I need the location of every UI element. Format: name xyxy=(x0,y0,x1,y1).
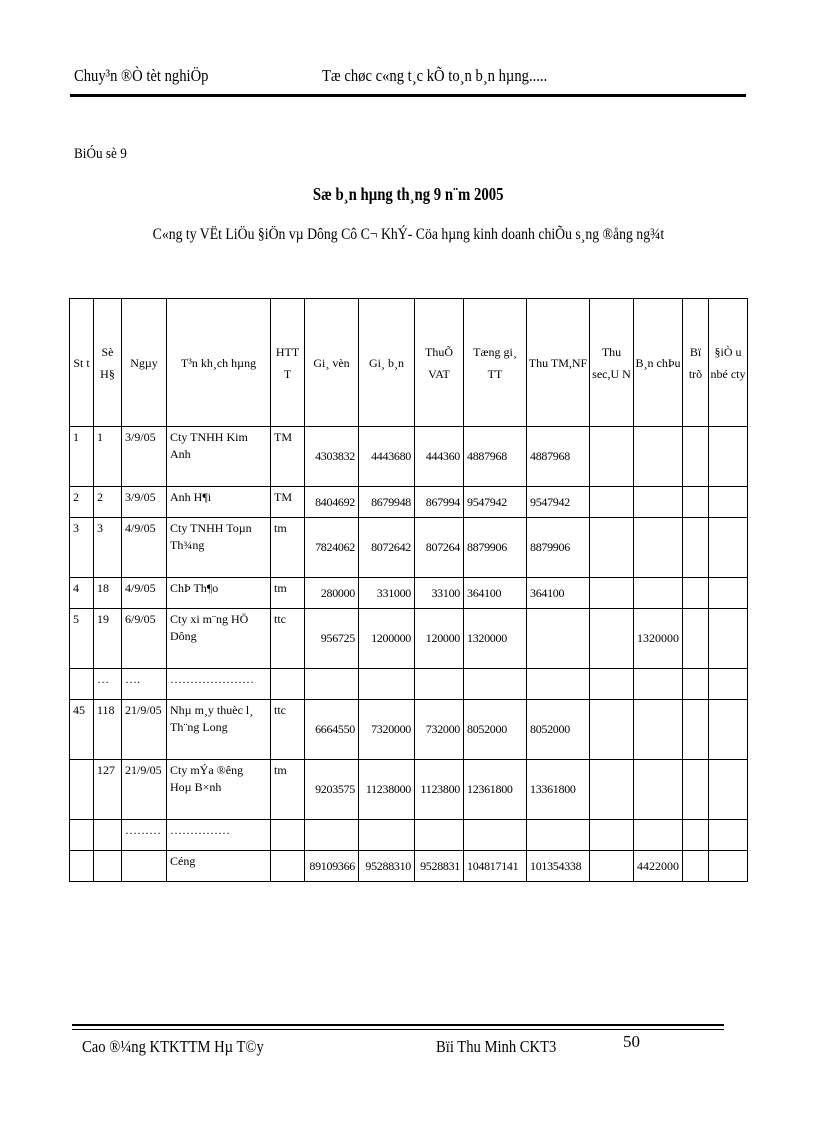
table-cell xyxy=(271,669,305,700)
table-cell xyxy=(305,669,359,700)
table-cell: 364100 xyxy=(527,578,590,609)
table-cell: 3/9/05 xyxy=(122,427,167,487)
table-cell xyxy=(527,669,590,700)
header-cell: Tæng gi¸ TT xyxy=(464,299,527,427)
table-cell xyxy=(709,427,748,487)
table-cell xyxy=(590,427,634,487)
table-cell: 6/9/05 xyxy=(122,609,167,669)
table-row xyxy=(70,760,748,820)
table-cell xyxy=(683,578,709,609)
header-cell: Thu TM,NF xyxy=(527,299,590,427)
header-cell: HTT T xyxy=(271,299,305,427)
table-cell: 4 xyxy=(70,578,94,609)
table-row xyxy=(70,427,748,487)
table-row xyxy=(70,851,748,882)
table-cell xyxy=(683,427,709,487)
table-cell: 4/9/05 xyxy=(122,578,167,609)
table-cell: 3/9/05 xyxy=(122,487,167,518)
table-cell xyxy=(709,518,748,578)
header-cell: Ngµy xyxy=(122,299,167,427)
table-cell: 1200000 xyxy=(359,609,415,669)
table-cell: 5 xyxy=(70,609,94,669)
table-cell xyxy=(359,820,415,851)
table-cell: … xyxy=(94,669,122,700)
table-cell xyxy=(590,609,634,669)
table-cell: 3 xyxy=(94,518,122,578)
table-cell: 18 xyxy=(94,578,122,609)
table-cell: 8404692 xyxy=(305,487,359,518)
table-cell xyxy=(590,669,634,700)
table-cell xyxy=(709,669,748,700)
table-cell: 45 xyxy=(70,700,94,760)
table-cell xyxy=(94,851,122,882)
table-cell xyxy=(634,700,683,760)
table-cell: TM xyxy=(271,487,305,518)
table-cell xyxy=(683,700,709,760)
table-cell xyxy=(709,851,748,882)
table-cell: 444360 xyxy=(415,427,464,487)
footer-rule xyxy=(72,1024,724,1026)
table-cell xyxy=(683,669,709,700)
table-cell: 127 xyxy=(94,760,122,820)
table-cell xyxy=(70,820,94,851)
footer-author-text: Bïi Thu Minh CKT3 xyxy=(436,1037,557,1056)
table-cell: 807264 xyxy=(415,518,464,578)
table-cell xyxy=(683,518,709,578)
table-row xyxy=(70,609,748,669)
table-cell: 4422000 xyxy=(634,851,683,882)
table-cell: Cty mÝa ®êng Hoµ B×nh xyxy=(167,760,271,820)
table-cell: 4303832 xyxy=(305,427,359,487)
header-cell: B¸n chÞu xyxy=(634,299,683,427)
table-cell xyxy=(683,760,709,820)
table-cell: 8679948 xyxy=(359,487,415,518)
table-cell xyxy=(94,820,122,851)
table-cell: tm xyxy=(271,518,305,578)
table-cell xyxy=(709,820,748,851)
table-cell xyxy=(709,487,748,518)
table-row xyxy=(70,700,748,760)
table-cell: 4/9/05 xyxy=(122,518,167,578)
table-cell: 19 xyxy=(94,609,122,669)
table-cell: 7320000 xyxy=(359,700,415,760)
table-cell xyxy=(590,518,634,578)
header-rule xyxy=(70,94,746,97)
header-cell: St t xyxy=(70,299,94,427)
table-cell xyxy=(634,820,683,851)
table-row xyxy=(70,487,748,518)
header-right-text: Tæ chøc c«ng t¸c kÕ to¸n b¸n hµng..... xyxy=(322,66,548,85)
table-cell: ………………… xyxy=(167,669,271,700)
table-cell: Céng xyxy=(167,851,271,882)
table-cell: 2 xyxy=(94,487,122,518)
document-title-text: Sæ b¸n hµng th¸ng 9 n¨m 2005 xyxy=(312,184,504,204)
table-cell: 9528831 xyxy=(415,851,464,882)
table-cell: 1320000 xyxy=(634,609,683,669)
table-cell xyxy=(634,669,683,700)
table-cell: 2 xyxy=(70,487,94,518)
table-cell: 1 xyxy=(94,427,122,487)
table-cell xyxy=(464,669,527,700)
table-cell: 104817141 xyxy=(464,851,527,882)
table-cell: 280000 xyxy=(305,578,359,609)
table-cell xyxy=(683,609,709,669)
sales-ledger-table xyxy=(69,298,748,882)
table-cell xyxy=(527,820,590,851)
table-cell: 364100 xyxy=(464,578,527,609)
table-cell xyxy=(634,760,683,820)
table-row xyxy=(70,578,748,609)
table-cell xyxy=(709,760,748,820)
table-cell: 33100 xyxy=(415,578,464,609)
table-cell xyxy=(70,669,94,700)
table-cell: tm xyxy=(271,578,305,609)
table-cell: 8879906 xyxy=(527,518,590,578)
table-cell: 331000 xyxy=(359,578,415,609)
table-cell: 9547942 xyxy=(464,487,527,518)
table-body xyxy=(70,427,748,882)
table-cell xyxy=(634,578,683,609)
table-cell: 1123800 xyxy=(415,760,464,820)
table-cell: 1 xyxy=(70,427,94,487)
table-cell xyxy=(415,820,464,851)
table-cell: 732000 xyxy=(415,700,464,760)
table-cell xyxy=(527,609,590,669)
table-cell xyxy=(271,851,305,882)
table-cell xyxy=(634,427,683,487)
table-cell xyxy=(415,669,464,700)
table-cell xyxy=(634,487,683,518)
table-cell: 12361800 xyxy=(464,760,527,820)
footer-rule-thin xyxy=(72,1029,724,1030)
table-cell: ttc xyxy=(271,609,305,669)
table-cell: 3 xyxy=(70,518,94,578)
table-cell: 11238000 xyxy=(359,760,415,820)
table-cell: 21/9/05 xyxy=(122,700,167,760)
table-cell: 118 xyxy=(94,700,122,760)
table-cell: Cty xi m¨ng HÖ Dông xyxy=(167,609,271,669)
table-cell xyxy=(709,578,748,609)
table-cell xyxy=(590,487,634,518)
table-cell: 9547942 xyxy=(527,487,590,518)
table-cell xyxy=(683,820,709,851)
table-cell: 95288310 xyxy=(359,851,415,882)
table-cell: TM xyxy=(271,427,305,487)
header-cell: Gi¸ b¸n xyxy=(359,299,415,427)
table-row xyxy=(70,669,748,700)
table-cell: ……… xyxy=(122,820,167,851)
table-cell: 8052000 xyxy=(527,700,590,760)
table-cell: 8072642 xyxy=(359,518,415,578)
table-cell xyxy=(464,820,527,851)
document-title xyxy=(0,184,816,205)
table-cell xyxy=(683,487,709,518)
header-cell: Bï trõ xyxy=(683,299,709,427)
table-cell: 21/9/05 xyxy=(122,760,167,820)
table-cell xyxy=(70,851,94,882)
header-cell: Sè H§ xyxy=(94,299,122,427)
table-cell xyxy=(305,820,359,851)
header-cell: §iÒ u nbé cty xyxy=(709,299,748,427)
table-cell: 7824062 xyxy=(305,518,359,578)
table-cell: 89109366 xyxy=(305,851,359,882)
table-cell: ttc xyxy=(271,700,305,760)
footer-left-text: Cao ®¼ng KTKTTM Hµ T©y xyxy=(82,1037,264,1056)
table-cell: 101354338 xyxy=(527,851,590,882)
table-cell xyxy=(709,609,748,669)
table-cell xyxy=(709,700,748,760)
table-cell: 6664550 xyxy=(305,700,359,760)
table-cell xyxy=(359,669,415,700)
table-cell xyxy=(590,851,634,882)
table-cell xyxy=(122,851,167,882)
table-cell xyxy=(271,820,305,851)
table-row xyxy=(70,518,748,578)
table-cell: 8879906 xyxy=(464,518,527,578)
document-subtitle xyxy=(0,226,816,244)
table-cell: 9203575 xyxy=(305,760,359,820)
page-number: 50 xyxy=(623,1032,640,1051)
header-cell: T³n kh¸ch hµng xyxy=(167,299,271,427)
table-cell: 13361800 xyxy=(527,760,590,820)
header-cell: ThuÕ VAT xyxy=(415,299,464,427)
table-cell: 1320000 xyxy=(464,609,527,669)
table-cell: Anh H¶i xyxy=(167,487,271,518)
table-cell: …………… xyxy=(167,820,271,851)
table-cell xyxy=(590,578,634,609)
header-cell: Thu sec,U N xyxy=(590,299,634,427)
table-header-row xyxy=(70,299,748,427)
document-subtitle-text: C«ng ty VËt LiÖu §iÖn vµ Dông Cô C¬ KhÝ- Cöa hµng kinh doanh chiÕu s¸ng ®ång ng¾t xyxy=(152,226,664,243)
table-cell: …. xyxy=(122,669,167,700)
table-cell xyxy=(590,700,634,760)
table-cell xyxy=(590,760,634,820)
table-cell xyxy=(70,760,94,820)
table-cell: 4887968 xyxy=(527,427,590,487)
table-cell: Nhµ m¸y thuèc l¸ Th¨ng Long xyxy=(167,700,271,760)
header-cell: Gi¸ vèn xyxy=(305,299,359,427)
table-cell xyxy=(634,518,683,578)
table-cell: 8052000 xyxy=(464,700,527,760)
table-cell: 4887968 xyxy=(464,427,527,487)
table-cell: 867994 xyxy=(415,487,464,518)
table-cell xyxy=(683,851,709,882)
table-cell: Cty TNHH Toµn Th¾ng xyxy=(167,518,271,578)
table-cell: 956725 xyxy=(305,609,359,669)
header-left-text: Chuy³n ®Ò tèt nghiÖp xyxy=(74,66,209,85)
table-cell: tm xyxy=(271,760,305,820)
table-row xyxy=(70,820,748,851)
table-cell: Cty TNHH Kim Anh xyxy=(167,427,271,487)
table-cell: 4443680 xyxy=(359,427,415,487)
table-cell: ChÞ Th¶o xyxy=(167,578,271,609)
form-label: BiÓu sè 9 xyxy=(74,146,127,162)
table-cell: 120000 xyxy=(415,609,464,669)
table-cell xyxy=(590,820,634,851)
